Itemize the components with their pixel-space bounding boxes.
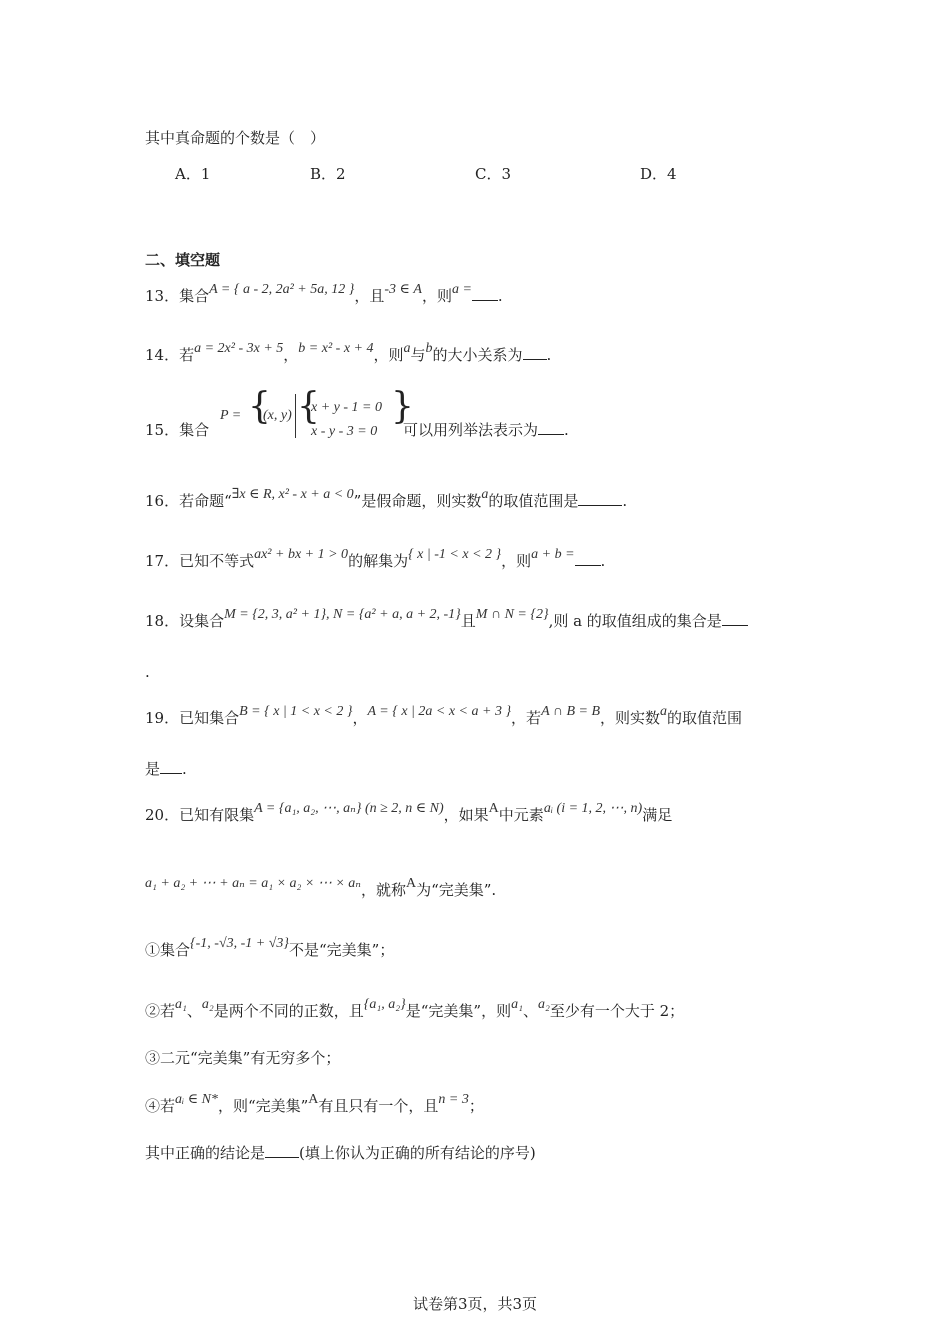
q19-set-b: B = { x | 1 < x < 2 } (239, 704, 353, 719)
c4-eq: n = 3 (438, 1092, 469, 1107)
answer-blank (722, 611, 748, 626)
q15-bar (295, 394, 296, 438)
q13-num: 13．集合 (145, 287, 210, 305)
q14-with: 与 (410, 346, 426, 364)
c2-pre: ②若 (145, 1002, 176, 1020)
q13-mid: ，且 (354, 287, 385, 305)
q15-lhs: P = (220, 408, 242, 423)
q15-outer-brace-left: { (248, 386, 271, 427)
answer-blank (523, 345, 547, 360)
q17-var: a + b = (531, 547, 575, 562)
q14-end: . (546, 346, 552, 364)
option-b: B．2 (310, 165, 346, 183)
c2-b2: a₂ (537, 997, 550, 1012)
q19-cond: A ∩ B = B (541, 704, 601, 719)
q20-elem: aᵢ (i = 1, 2, ⋯, n) (543, 801, 643, 816)
q18-cond: M ∩ N = {2} (475, 607, 549, 622)
c1-tail: 不是“完美集”； (289, 941, 395, 959)
q15-eq1: x + y - 1 = 0 (311, 400, 382, 415)
question-16 (145, 487, 628, 513)
q17-tail2: ，则 (501, 552, 532, 570)
conclusion (145, 1143, 536, 1163)
c4-var-a: A (308, 1092, 319, 1107)
intro-text: 其中真命题的个数是（ ） (145, 129, 326, 147)
c4-tail: ； (468, 1097, 484, 1115)
q14-expr1: a = 2x² - 3x + 5 (194, 341, 284, 356)
c4-pre: ④若 (145, 1097, 176, 1115)
conclusion-tail: (填上你认为正确的所有结论的序号) (299, 1144, 536, 1162)
page-footer: 试卷第3页，共3页 (412, 1295, 538, 1313)
q20-tail5: 为“完美集”. (416, 881, 497, 899)
q13-tail: ，则 (421, 287, 452, 305)
c2-set: {a₁, a₂} (363, 997, 406, 1012)
q19-sep: ， (352, 709, 368, 727)
q20-tail4: ，就称 (360, 881, 406, 899)
q17-expr: ax² + bx + 1 > 0 (254, 547, 349, 562)
q19-set-a: A = { x | 2a < x < a + 3 } (367, 704, 512, 719)
q14-tail1: ，则 (373, 346, 404, 364)
statement-2 (145, 997, 685, 1023)
q19-end: . (182, 760, 187, 778)
c2-a2: a₂ (201, 997, 214, 1012)
q20-eq: a₁ + a₂ + ⋯ + aₙ = a₁ × a₂ × ⋯ × aₙ (145, 876, 361, 891)
answer-blank (578, 491, 622, 506)
q17-num: 17．已知不等式 (145, 552, 255, 570)
q17-tail1: 的解集为 (348, 552, 409, 570)
q15-end: . (564, 421, 569, 439)
q14-expr2: b = x² - x + 4 (298, 341, 374, 356)
q13-expr: A = { a - 2, 2a² + 5a, 12 } (209, 282, 355, 297)
q20-definition (145, 876, 497, 902)
option-c: C．3 (475, 165, 512, 183)
c2-mid2: 是“完美集”，则 (405, 1002, 512, 1020)
q18-tail: ,则 a 的取值组成的集合是 (548, 612, 722, 630)
q20-num: 20．已知有限集 (145, 806, 255, 824)
c2-sep1: 、 (186, 1002, 202, 1020)
c1-set: {-1, -√3, -1 + √3} (190, 936, 290, 951)
statement-3: ③二元“完美集”有无穷多个； (145, 1049, 341, 1067)
section-title: 二、填空题 (145, 251, 221, 269)
q14-tail2: 的大小关系为 (432, 346, 523, 364)
q16-end: . (622, 492, 628, 510)
q16-tail1: ”是假命题，则实数 (353, 492, 482, 510)
question-19 (145, 704, 743, 730)
q19-tail1: ，若 (511, 709, 542, 727)
question-13 (145, 282, 503, 308)
statement-4 (145, 1092, 484, 1118)
question-14 (145, 341, 552, 367)
c4-mid1: ，则“完美集” (217, 1097, 309, 1115)
q15-num: 15．集合 (145, 421, 210, 439)
q20-tail3: 满足 (642, 806, 673, 824)
q13-cond: -3 ∈ A (384, 282, 422, 297)
q17-set: { x | -1 < x < 2 } (408, 547, 502, 562)
question-18 (145, 607, 748, 633)
q18-expr: M = {2, 3, a² + 1}, N = {a² + a, a + 2, -1} (224, 607, 461, 622)
answer-blank (472, 286, 498, 301)
q16-num: 16．若命题“ (145, 492, 232, 510)
conclusion-pre: 其中正确的结论是 (145, 1144, 266, 1162)
q20-var-a: A (488, 801, 499, 816)
q14-var-b: b (425, 341, 433, 356)
c1-pre: ①集合 (145, 941, 191, 959)
q16-var: a (481, 487, 489, 502)
c4-mid2: 有且只有一个，且 (318, 1097, 439, 1115)
q14-sep: ， (283, 346, 299, 364)
q17-end: . (600, 552, 606, 570)
c2-tail: 至少有一个大于 2； (549, 1002, 685, 1020)
q15-outer-brace-right: } (391, 386, 414, 427)
q20-set: A = {a₁, a₂, ⋯, aₙ} (n ≥ 2, n ∈ N) (254, 801, 444, 816)
q16-expr: ∃x ∈ R, x² - x + a < 0 (231, 487, 354, 502)
q19-var: a (660, 704, 668, 719)
q19-continuation (145, 759, 187, 779)
option-a: A．1 (175, 165, 211, 183)
q15-inner-brace: { (297, 386, 320, 427)
q19-tail2: ，则实数 (600, 709, 661, 727)
c2-sep2: 、 (522, 1002, 538, 1020)
q14-num: 14．若 (145, 346, 195, 364)
q15-eq2: x - y - 3 = 0 (311, 424, 378, 439)
question-20 (145, 801, 673, 827)
q20-tail1: ，如果 (443, 806, 489, 824)
option-d: D．4 (640, 165, 677, 183)
q15-tail (403, 419, 569, 440)
answer-blank (538, 420, 564, 435)
c2-b1: a₁ (511, 997, 523, 1012)
q18-num: 18．设集合 (145, 612, 225, 630)
c2-a1: a₁ (175, 997, 187, 1012)
answer-blank (265, 1143, 299, 1158)
q16-tail2: 的取值范围是 (488, 492, 579, 510)
answer-blank (160, 759, 182, 774)
question-17 (145, 547, 606, 573)
q15-pair: (x, y) (263, 408, 292, 423)
q20-tail2: 中元素 (498, 806, 544, 824)
q19-cont: 是 (145, 760, 161, 778)
q19-num: 19．已知集合 (145, 709, 240, 727)
q19-tail3: 的取值范围 (667, 709, 743, 727)
q20-var-a2: A (405, 876, 417, 891)
q13-end: . (497, 287, 503, 305)
statement-1 (145, 936, 395, 962)
q18-and: 且 (460, 612, 476, 630)
q13-var: a = (451, 282, 472, 297)
c2-mid1: 是两个不同的正数，且 (213, 1002, 364, 1020)
q15-tail-text: 可以用列举法表示为 (403, 421, 539, 439)
c4-cond: aᵢ ∈ N* (175, 1092, 218, 1107)
q18-end-line: . (145, 663, 150, 681)
answer-blank (575, 551, 601, 566)
q14-var-a: a (403, 341, 411, 356)
